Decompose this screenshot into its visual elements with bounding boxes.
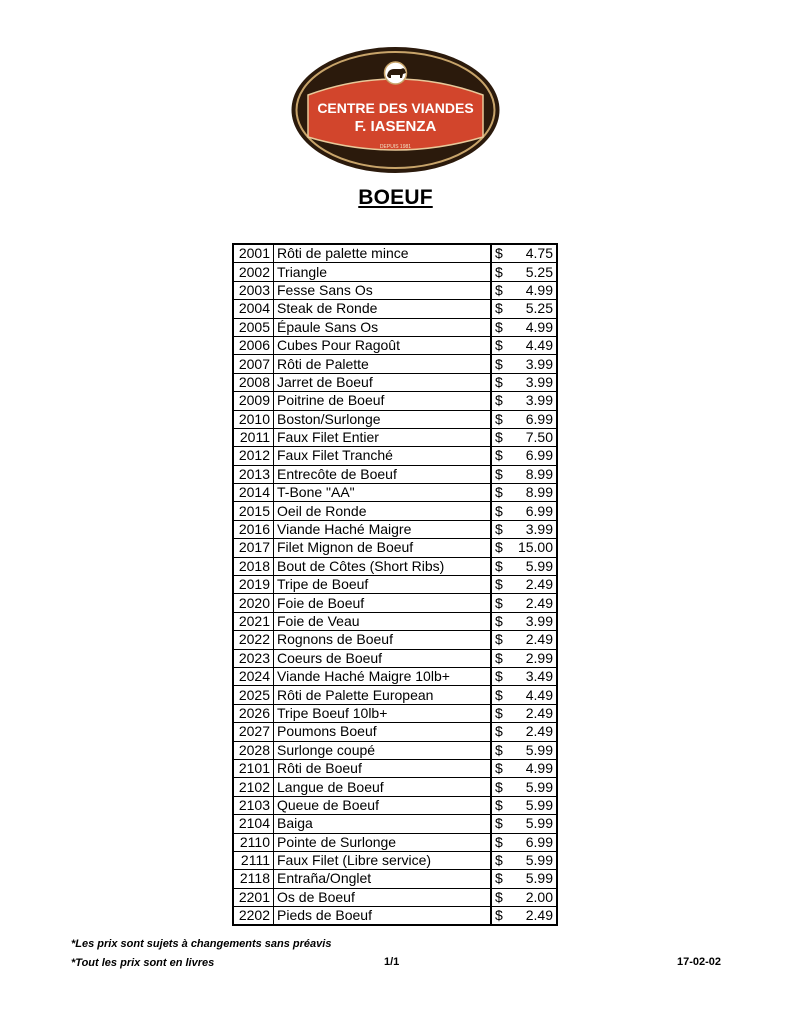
table-row xyxy=(233,741,557,759)
currency-cell: $ xyxy=(491,447,510,465)
name-cell: Faux Filet Entier xyxy=(274,428,492,446)
table-row xyxy=(233,594,557,612)
name-cell: Entrecôte de Boeuf xyxy=(274,465,492,483)
code-cell: 2011 xyxy=(233,428,274,446)
code-cell: 2005 xyxy=(233,318,274,336)
name-cell: Boston/Surlonge xyxy=(274,410,492,428)
disclaimer-prices: *Les prix sont sujets à changements sans préavis xyxy=(71,938,332,950)
currency-cell: $ xyxy=(491,484,510,502)
currency-cell: $ xyxy=(491,667,510,685)
code-cell: 2026 xyxy=(233,704,274,722)
code-cell: 2102 xyxy=(233,778,274,796)
price-cell: 3.99 xyxy=(510,520,557,538)
table-row xyxy=(233,907,557,926)
logo-since: DEPUIS 1981 xyxy=(379,144,412,150)
price-cell: 15.00 xyxy=(510,539,557,557)
name-cell: Rôti de Palette xyxy=(274,355,492,373)
name-cell: Poitrine de Boeuf xyxy=(274,392,492,410)
price-cell: 4.49 xyxy=(510,686,557,704)
currency-cell: $ xyxy=(491,392,510,410)
price-cell: 5.99 xyxy=(510,778,557,796)
name-cell: Pieds de Boeuf xyxy=(274,907,492,926)
code-cell: 2111 xyxy=(233,851,274,869)
currency-cell: $ xyxy=(491,649,510,667)
table-row xyxy=(233,704,557,722)
table-row xyxy=(233,667,557,685)
name-cell: Coeurs de Boeuf xyxy=(274,649,492,667)
currency-cell: $ xyxy=(495,907,503,924)
table-row xyxy=(233,870,557,888)
name-cell: Viande Haché Maigre 10lb+ xyxy=(274,667,492,685)
table-row xyxy=(233,318,557,336)
price-cell: 5.99 xyxy=(510,557,557,575)
price-cell: 3.99 xyxy=(510,392,557,410)
currency-cell: $ xyxy=(491,594,510,612)
table-row xyxy=(233,263,557,281)
name-cell: Viande Haché Maigre xyxy=(274,520,492,538)
name-cell: Baiga xyxy=(274,815,492,833)
price-cell: 3.99 xyxy=(510,612,557,630)
currency-cell: $ xyxy=(491,851,510,869)
currency-cell: $ xyxy=(491,796,510,814)
table-row xyxy=(233,502,557,520)
currency-cell: $ xyxy=(491,612,510,630)
code-cell: 2017 xyxy=(233,539,274,557)
code-cell: 2024 xyxy=(233,667,274,685)
table-row xyxy=(233,428,557,446)
name-cell: Jarret de Boeuf xyxy=(274,373,492,391)
name-cell: Tripe Boeuf 10lb+ xyxy=(274,704,492,722)
name-cell: Fesse Sans Os xyxy=(274,281,492,299)
price-table-body xyxy=(233,244,557,925)
code-cell: 2025 xyxy=(233,686,274,704)
name-cell: Triangle xyxy=(274,263,492,281)
name-cell: Rognons de Boeuf xyxy=(274,631,492,649)
table-row xyxy=(233,759,557,777)
currency-cell: $ xyxy=(491,263,510,281)
currency-cell: $ xyxy=(491,576,510,594)
table-row xyxy=(233,851,557,869)
price-table xyxy=(232,243,558,926)
name-cell: Faux Filet Tranché xyxy=(274,447,492,465)
price-cell: 3.99 xyxy=(510,373,557,391)
price-cell: 5.25 xyxy=(510,263,557,281)
price-cell: 5.99 xyxy=(510,851,557,869)
name-cell: Bout de Côtes (Short Ribs) xyxy=(274,557,492,575)
currency-cell: $ xyxy=(491,723,510,741)
currency-cell: $ xyxy=(491,355,510,373)
table-row xyxy=(233,300,557,318)
code-cell: 2001 xyxy=(233,244,274,263)
code-cell: 2020 xyxy=(233,594,274,612)
currency-cell: $ xyxy=(491,870,510,888)
table-row xyxy=(233,520,557,538)
name-cell: Filet Mignon de Boeuf xyxy=(274,539,492,557)
code-cell: 2003 xyxy=(233,281,274,299)
price-cell: 5.99 xyxy=(510,796,557,814)
table-row xyxy=(233,355,557,373)
code-cell: 2007 xyxy=(233,355,274,373)
cow-icon xyxy=(385,62,407,84)
table-row xyxy=(233,465,557,483)
table-row xyxy=(233,281,557,299)
currency-cell: $ xyxy=(491,833,510,851)
currency-cell: $ xyxy=(491,539,510,557)
code-cell: 2023 xyxy=(233,649,274,667)
price-cell: 7.50 xyxy=(510,428,557,446)
price-cell: 2.49 xyxy=(525,907,553,924)
code-cell: 2101 xyxy=(233,759,274,777)
table-row xyxy=(233,336,557,354)
code-cell: 2022 xyxy=(233,631,274,649)
price-cell: 2.99 xyxy=(510,649,557,667)
logo-line2: F. IASENZA xyxy=(354,118,437,135)
currency-cell: $ xyxy=(491,557,510,575)
currency-cell: $ xyxy=(491,888,510,906)
table-row xyxy=(233,649,557,667)
price-cell: 6.99 xyxy=(510,410,557,428)
price-cell: 5.99 xyxy=(510,870,557,888)
currency-cell: $ xyxy=(491,631,510,649)
price-cell: 5.99 xyxy=(510,815,557,833)
table-row xyxy=(233,723,557,741)
price-cell: 4.99 xyxy=(510,318,557,336)
name-cell: Oeil de Ronde xyxy=(274,502,492,520)
code-cell: 2010 xyxy=(233,410,274,428)
code-cell: 2103 xyxy=(233,796,274,814)
code-cell: 2018 xyxy=(233,557,274,575)
name-cell: Pointe de Surlonge xyxy=(274,833,492,851)
table-row xyxy=(233,539,557,557)
currency-cell: $ xyxy=(491,410,510,428)
disclaimer-units: *Tout les prix sont en livres xyxy=(71,957,215,969)
table-row xyxy=(233,612,557,630)
code-cell: 2028 xyxy=(233,741,274,759)
price-cell: 6.99 xyxy=(510,447,557,465)
code-cell: 2027 xyxy=(233,723,274,741)
currency-cell: $ xyxy=(491,686,510,704)
code-cell: 2009 xyxy=(233,392,274,410)
code-cell: 2016 xyxy=(233,520,274,538)
currency-cell: $ xyxy=(491,741,510,759)
price-cell: 4.75 xyxy=(510,244,557,263)
currency-cell: $ xyxy=(491,244,510,263)
code-cell: 2021 xyxy=(233,612,274,630)
price-cell: 2.49 xyxy=(510,631,557,649)
currency-cell: $ xyxy=(491,300,510,318)
price-cell: 2.00 xyxy=(510,888,557,906)
brand-logo xyxy=(290,45,501,175)
currency-cell: $ xyxy=(491,502,510,520)
price-cell: 5.25 xyxy=(510,300,557,318)
table-row xyxy=(233,686,557,704)
name-cell: Os de Boeuf xyxy=(274,888,492,906)
code-cell: 2004 xyxy=(233,300,274,318)
currency-cell: $ xyxy=(491,336,510,354)
price-cell: 4.99 xyxy=(510,281,557,299)
code-cell: 2014 xyxy=(233,484,274,502)
code-cell: 2002 xyxy=(233,263,274,281)
table-row xyxy=(233,631,557,649)
name-cell: Cubes Pour Ragoût xyxy=(274,336,492,354)
page-number: 1/1 xyxy=(384,956,400,968)
table-row xyxy=(233,796,557,814)
table-row xyxy=(233,410,557,428)
code-cell: 2015 xyxy=(233,502,274,520)
price-cell: 2.49 xyxy=(510,594,557,612)
table-row xyxy=(233,373,557,391)
code-cell: 2008 xyxy=(233,373,274,391)
price-cell: 2.49 xyxy=(510,576,557,594)
currency-cell: $ xyxy=(491,465,510,483)
name-cell: Rôti de Boeuf xyxy=(274,759,492,777)
name-cell: Rôti de palette mince xyxy=(274,244,492,263)
code-cell: 2013 xyxy=(233,465,274,483)
table-row xyxy=(233,447,557,465)
currency-cell: $ xyxy=(491,373,510,391)
currency-cell: $ xyxy=(491,815,510,833)
currency-cell: $ xyxy=(491,778,510,796)
table-row xyxy=(233,244,557,263)
code-cell: 2201 xyxy=(233,888,274,906)
price-cell: 8.99 xyxy=(510,484,557,502)
price-cell: 6.99 xyxy=(510,833,557,851)
currency-cell: $ xyxy=(491,281,510,299)
price-cell: 2.49 xyxy=(510,704,557,722)
document-date: 17-02-02 xyxy=(677,956,722,968)
name-cell: Steak de Ronde xyxy=(274,300,492,318)
currency-cell: $ xyxy=(491,428,510,446)
name-cell: Entraña/Onglet xyxy=(274,870,492,888)
name-cell: Langue de Boeuf xyxy=(274,778,492,796)
price-cell: 5.99 xyxy=(510,741,557,759)
code-cell: 2012 xyxy=(233,447,274,465)
price-cell: 6.99 xyxy=(510,502,557,520)
name-cell: Foie de Boeuf xyxy=(274,594,492,612)
currency-cell: $ xyxy=(491,318,510,336)
name-cell: Foie de Veau xyxy=(274,612,492,630)
price-cell: 3.99 xyxy=(510,355,557,373)
name-cell: Rôti de Palette European xyxy=(274,686,492,704)
currency-cell: $ xyxy=(491,520,510,538)
table-row xyxy=(233,557,557,575)
code-cell: 2006 xyxy=(233,336,274,354)
table-row xyxy=(233,392,557,410)
table-row xyxy=(233,778,557,796)
table-row xyxy=(233,833,557,851)
price-cell: 4.99 xyxy=(510,759,557,777)
logo-line1: CENTRE DES VIANDES xyxy=(317,100,474,116)
code-cell: 2202 xyxy=(233,907,274,926)
name-cell: Surlonge coupé xyxy=(274,741,492,759)
table-row xyxy=(233,576,557,594)
price-cell: 4.49 xyxy=(510,336,557,354)
price-cell: 3.49 xyxy=(510,667,557,685)
code-cell: 2104 xyxy=(233,815,274,833)
price-cell: 8.99 xyxy=(510,465,557,483)
currency-cell: $ xyxy=(491,704,510,722)
page-title: BOEUF xyxy=(358,186,433,209)
code-cell: 2110 xyxy=(233,833,274,851)
price-cell: 2.49 xyxy=(510,723,557,741)
code-cell: 2118 xyxy=(233,870,274,888)
name-cell: Tripe de Boeuf xyxy=(274,576,492,594)
table-row xyxy=(233,888,557,906)
table-row xyxy=(233,484,557,502)
code-cell: 2019 xyxy=(233,576,274,594)
name-cell: T-Bone "AA" xyxy=(274,484,492,502)
name-cell: Queue de Boeuf xyxy=(274,796,492,814)
table-row xyxy=(233,815,557,833)
currency-cell: $ xyxy=(491,759,510,777)
name-cell: Épaule Sans Os xyxy=(274,318,492,336)
name-cell: Faux Filet (Libre service) xyxy=(274,851,492,869)
name-cell: Poumons Boeuf xyxy=(274,723,492,741)
